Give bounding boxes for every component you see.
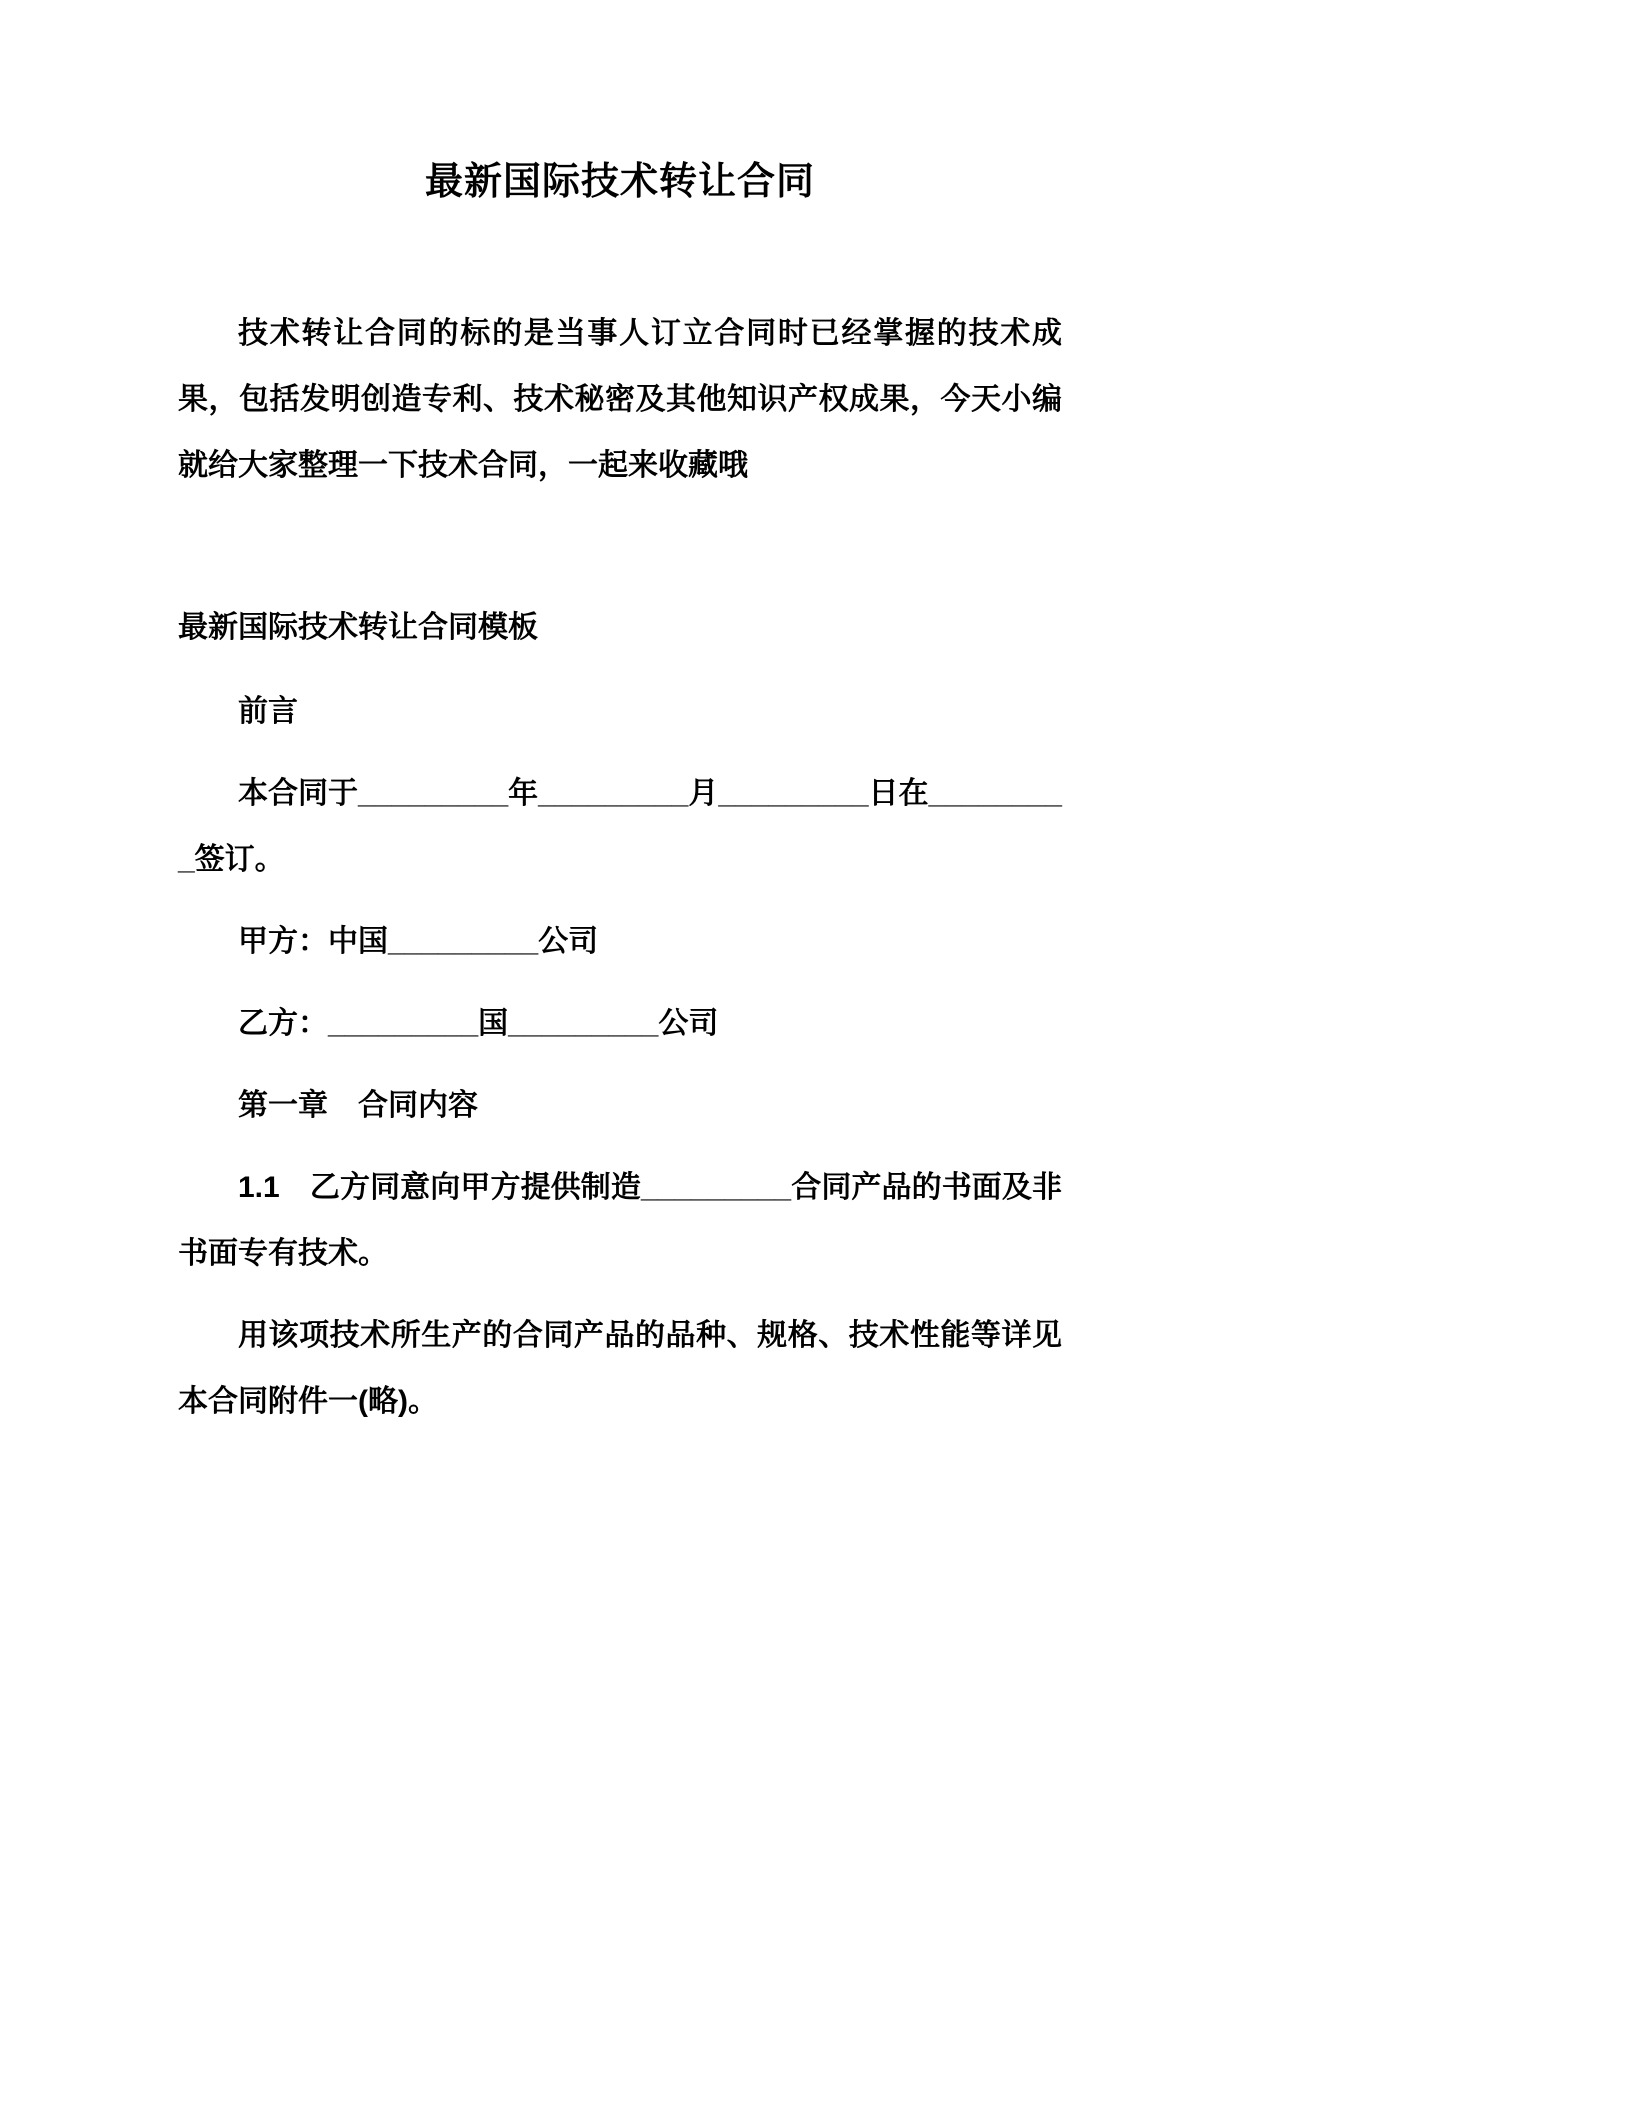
- date-line: 本合同于_________年_________月_________日在_________签订。: [178, 777, 1062, 876]
- template-heading: 最新国际技术转让合同模板: [178, 611, 538, 644]
- clause-1-1: 1.1 乙方同意向甲方提供制造_________合同产品的书面及非书面专有技术。: [178, 1171, 1062, 1270]
- clause-1-1-note: 用该项技术所生产的合同产品的品种、规格、技术性能等详见本合同附件一(略)。: [178, 1319, 1062, 1418]
- document-title: 最新国际技术转让合同: [424, 161, 815, 203]
- party-b-line: 乙方：_________国_________公司: [238, 1007, 719, 1040]
- preface-heading: 前言: [238, 695, 298, 728]
- party-a-line: 甲方：中国_________公司: [238, 925, 599, 958]
- chapter-1-heading: 第一章 合同内容: [238, 1089, 478, 1122]
- intro-paragraph: 技术转让合同的标的是当事人订立合同时已经掌握的技术成果，包括发明创造专利、技术秘密及其他知识产权成果，今天小编就给大家整理一下技术合同，一起来收藏哦: [178, 317, 1062, 482]
